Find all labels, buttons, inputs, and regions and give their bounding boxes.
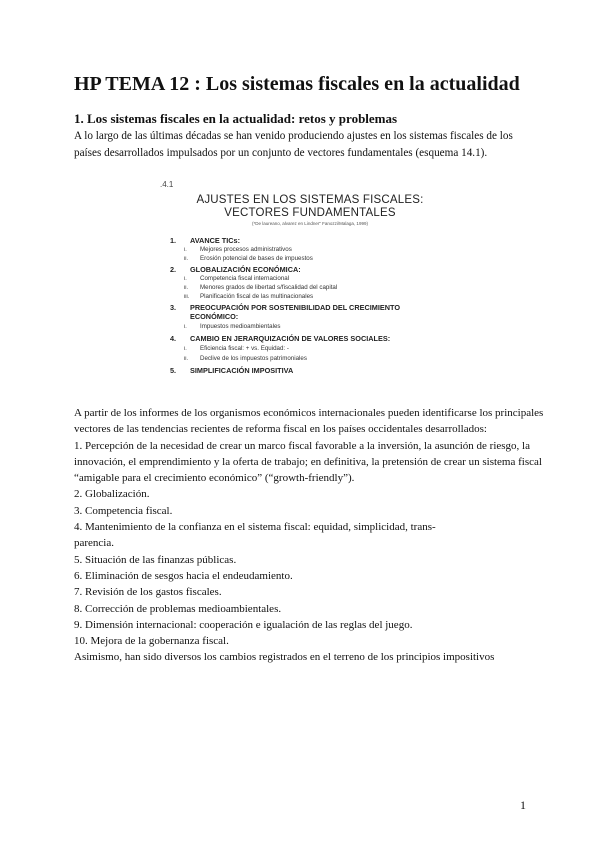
list-item: 6. Eliminación de sesgos hacia el endeudamiento.	[74, 569, 293, 582]
figure-item: 1. AVANCE TICs:	[170, 236, 240, 245]
list-item: 7. Revisión de los gastos fiscales.	[74, 586, 222, 599]
figure-item-continuation: ECONÓMICO:	[190, 312, 239, 321]
body-text	[74, 405, 544, 666]
figure-item: 4. CAMBIO EN JERARQUIZACIÓN DE VALORES SOCIALES:	[170, 334, 391, 343]
list-item: 2. Globalización.	[74, 488, 150, 501]
figure-subitem: i. Competencia fiscal internacional	[184, 275, 290, 282]
figure-subitem: i. Eficiencia fiscal: + vs. Equidad: -	[184, 345, 289, 352]
scheme-figure	[160, 180, 460, 380]
page-title: HP TEMA 12 : Los sistemas fiscales en la actualidad	[74, 73, 520, 95]
figure-item: 2. GLOBALIZACIÓN ECONÓMICA:	[170, 265, 301, 274]
list-item: 4. Mantenimiento de la confianza en el sistema fiscal: equidad, simplicidad, trans-	[74, 521, 436, 534]
figure-number: .4.1	[160, 180, 174, 189]
section-heading: 1. Los sistemas fiscales en la actualidad: retos y problemas	[74, 111, 398, 126]
figure-subitem: i. Impuestos medioambientales	[184, 323, 281, 330]
list-item-continuation: parencia.	[74, 537, 114, 550]
body-paragraph: A partir de los informes de los organismos económicos internacionales pueden identificarse los principales vectores de las tendencias recientes de reforma fiscal en los países occidentales desarrollados:	[74, 407, 544, 436]
list-item: 3. Competencia fiscal.	[74, 504, 173, 517]
list-item: 10. Mejora de la gobernanza fiscal.	[74, 635, 229, 648]
intro-paragraph: A lo largo de las últimas décadas se han venido produciendo ajustes en los sistemas fiscales de los países desarrollados impulsados por un conjunto de vectores fundamentales (esquema 14.1).	[74, 130, 513, 159]
figure-heading-line2: VECTORES FUNDAMENTALES	[224, 207, 396, 219]
figure-subitem: ii. Menores grados de libertad s/fiscalidad del capital	[184, 284, 338, 291]
body-paragraph: 1. Percepción de la necesidad de crear un marco fiscal favorable a la inversión, la asunción de riesgo, la innovación, el emprendimiento y la oferta de trabajo; en definitiva, la pretensión de crear un sistema fiscal “amigable para el crecimiento económico” (“growth-friendly”).	[74, 439, 542, 485]
figure-item: 3. PREOCUPACIÓN POR SOSTENIBILIDAD DEL CRECIMIENTO	[170, 303, 401, 312]
figure-subitem: ii. Declive de los impuestos patrimoniales	[184, 355, 307, 362]
figure-citation: (*De laureano, alvarez en Lindner" Fanozzi/Malaga, 1999)	[252, 221, 368, 226]
list-item: 5. Situación de las finanzas públicas.	[74, 553, 237, 566]
figure-item: 5. SIMPLIFICACIÓN IMPOSITIVA	[170, 366, 294, 375]
figure-subitem: i. Mejores procesos administrativos	[184, 246, 292, 253]
list-item: 8. Corrección de problemas medioambientales.	[74, 602, 282, 615]
figure-subitem: iii. Planificación fiscal de las multinacionales	[184, 293, 314, 300]
figure-subitem: ii. Erosión potencial de bases de impuestos	[184, 255, 313, 262]
page-number: 1	[520, 798, 526, 812]
body-paragraph: Asimismo, han sido diversos los cambios registrados en el terreno de los principios impositivos	[74, 651, 495, 664]
list-item: 9. Dimensión internacional: cooperación e igualación de las reglas del juego.	[74, 618, 413, 631]
figure-heading-line1: AJUSTES EN LOS SISTEMAS FISCALES:	[196, 194, 424, 206]
